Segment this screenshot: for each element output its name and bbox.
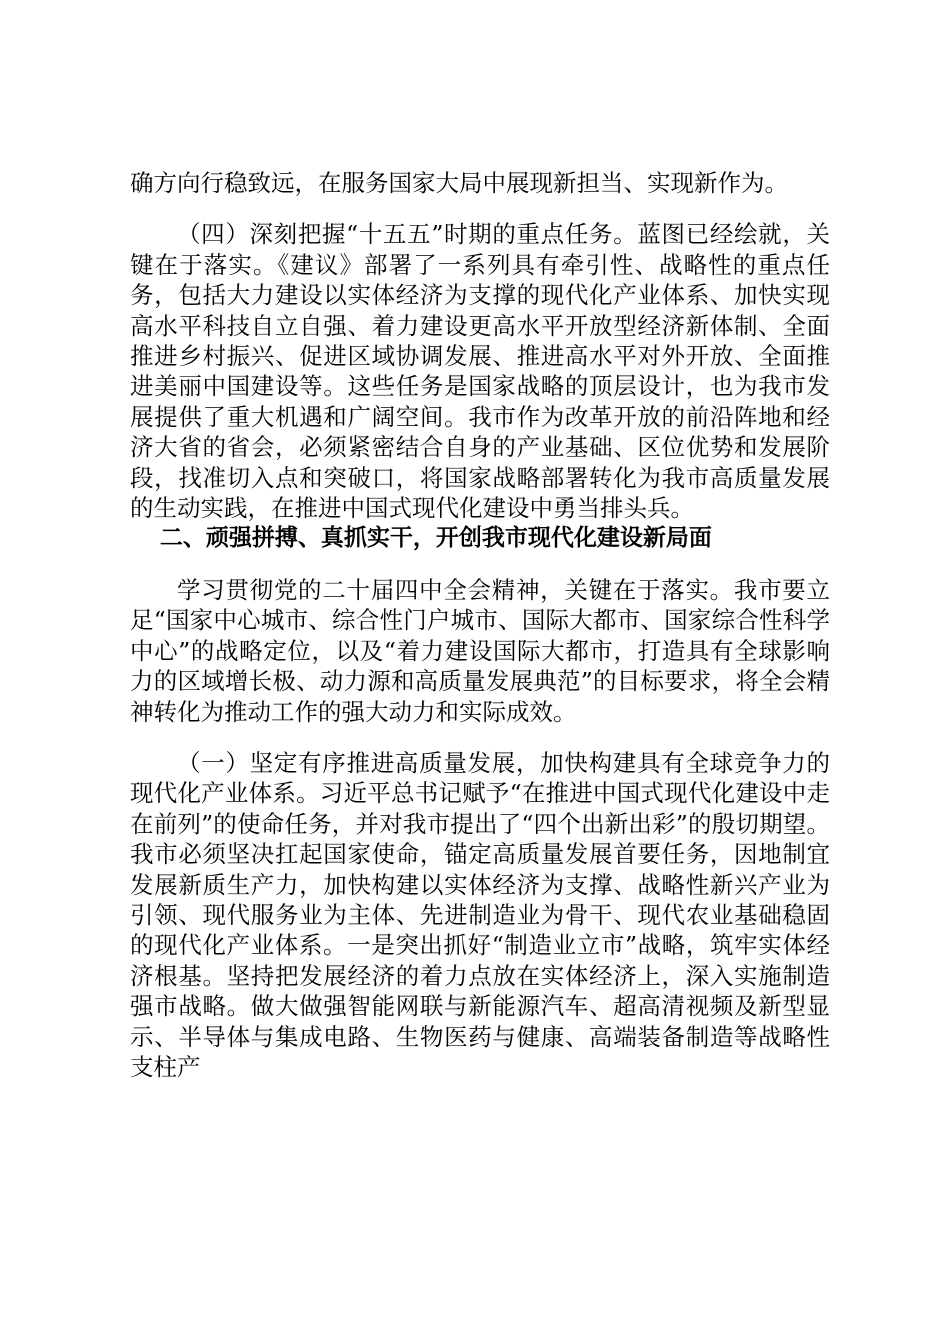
paragraph-continuation: 确方向行稳致远，在服务国家大局中展现新担当、实现新作为。 bbox=[130, 169, 788, 197]
document-page bbox=[130, 168, 830, 1082]
paragraph-implementation: 学习贯彻党的二十届四中全会精神，关键在于落实。我市要立足“国家中心城市、综合性门户城市、国际大都市、国家综合性科学中心”的战略定位，以及“着力建设国际大都市，打造具有全球影响力的区域增长极、动力源和高质量发展典范”的目标要求，将全会精神转化为推动工作的强大动力和实际成效。 bbox=[130, 575, 830, 726]
paragraph-high-quality-development: （一）坚定有序推进高质量发展，加快构建具有全球竞争力的现代化产业体系。习近平总书记赋予“在推进中国式现代化建设中走在前列”的使命任务，并对我市提出了“四个出新出彩”的殷切期望。我市必须坚决扛起国家使命，锚定高质量发展首要任务，因地制宜发展新质生产力，加快构建以实体经济为支撑、战略性新兴产业为引领、现代服务业为主体、先进制造业为骨干、现代农业基础稳固的现代化产业体系。一是突出抓好“制造业立市”战略，筑牢实体经济根基。坚持把发展经济的着力点放在实体经济上，深入实施制造强市战略。做大做强智能网联与新能源汽车、超高清视频及新型显示、半导体与集成电路、生物医药与健康、高端装备制造等战略性支柱产 bbox=[130, 748, 830, 1081]
section-heading: 二、顽强拼搏、真抓实干，开创我市现代化建设新局面 bbox=[159, 525, 712, 552]
paragraph-key-tasks: （四）深刻把握“十五五”时期的重点任务。蓝图已经绘就，关键在于落实。《建议》部署了一系列具有牵引性、战略性的重点任务，包括大力建设以实体经济为支撑的现代化产业体系、加快实现高水平科技自立自强、着力建设更高水平开放型经济新体制、全面推进乡村振兴、促进区域协调发展、推进高水平对外开放、全面推进美丽中国建设等。这些任务是国家战略的顶层设计，也为我市发展提供了重大机遇和广阔空间。我市作为改革开放的前沿阵地和经济大省的省会，必须紧密结合自身的产业基础、区位优势和发展阶段，找准切入点和突破口，将国家战略部署转化为我市高质量发展的生动实践，在推进中国式现代化建设中勇当排头兵。 bbox=[130, 220, 830, 523]
